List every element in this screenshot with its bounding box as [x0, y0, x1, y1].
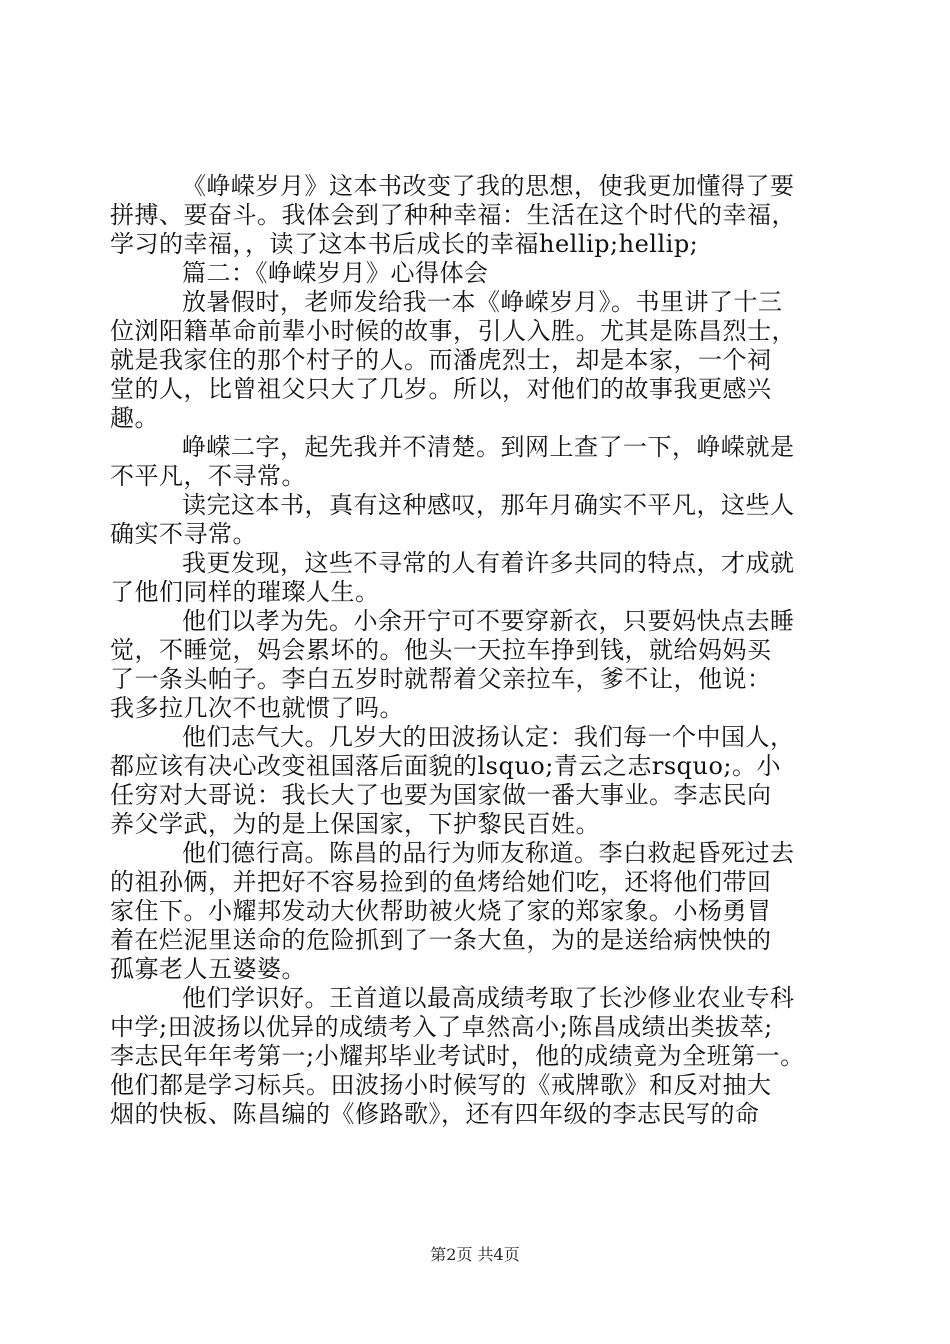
paragraph-line: 我多拉几次不也就惯了吗。 [110, 694, 404, 722]
paragraph-line: 趣。 [110, 404, 159, 432]
paragraph-first-line: 他们学识好。王首道以最高成绩考取了长沙修业农业专科 [182, 984, 795, 1012]
paragraph-first-line: 我更发现，这些不寻常的人有着许多共同的特点，才成就 [182, 549, 795, 577]
paragraph-first-line: 篇二：《峥嵘岁月》心得体会 [182, 259, 489, 287]
paragraph-line: 孤寡老人五婆婆。 [110, 955, 306, 983]
paragraph-first-line: 他们以孝为先。小余开宁可不要穿新衣，只要妈快点去睡 [182, 607, 795, 635]
paragraph-line: 拼搏、要奋斗。我体会到了种种幸福：生活在这个时代的幸福， [110, 201, 796, 229]
paragraph-line: 中学;田波扬以优异的成绩考入了卓然高小;陈昌成绩出类拔萃; [110, 1013, 773, 1041]
document-body [110, 172, 840, 1129]
paragraph-first-line: 《峥嵘岁月》这本书改变了我的思想，使我更加懂得了要 [182, 172, 795, 200]
paragraph-first-line: 放暑假时，老师发给我一本《峥嵘岁月》。书里讲了十三 [182, 288, 783, 316]
paragraph-line: 他们都是学习标兵。田波扬小时候写的《戒牌歌》和反对抽大 [110, 1071, 772, 1099]
paragraph-line: 不平凡，不寻常。 [110, 462, 306, 490]
paragraph-line: 觉，不睡觉，妈会累坏的。他头一天拉车挣到钱，就给妈妈买 [110, 636, 772, 664]
page-footer: 第2页 共4页 [430, 1245, 520, 1264]
paragraph-line: 任穷对大哥说：我长大了也要为国家做一番大事业。李志民向 [110, 781, 772, 809]
paragraph-line: 堂的人，比曾祖父只大了几岁。所以，对他们的故事我更感兴 [110, 375, 772, 403]
paragraph-line: 位浏阳籍革命前辈小时候的故事，引人入胜。尤其是陈昌烈士， [110, 317, 796, 345]
paragraph-line: 烟的快板、陈昌编的《修路歌》，还有四年级的李志民写的命 [110, 1100, 760, 1128]
paragraph-line: 确实不寻常。 [110, 520, 257, 548]
paragraph-first-line: 他们志气大。几岁大的田波扬认定：我们每一个中国人， [182, 723, 795, 751]
paragraph-line: 了他们同样的璀璨人生。 [110, 578, 380, 606]
paragraph-first-line: 读完这本书，真有这种感叹，那年月确实不平凡，这些人 [182, 491, 795, 519]
paragraph-line: 的祖孙俩，并把好不容易捡到的鱼烤给她们吃，还将他们带回 [110, 868, 772, 896]
paragraph-line: 就是我家住的那个村子的人。而潘虎烈士，却是本家，一个祠 [110, 346, 772, 374]
paragraph-line: 家住下。小耀邦发动大伙帮助被火烧了家的郑家象。小杨勇冒 [110, 897, 772, 925]
paragraph-first-line: 他们德行高。陈昌的品行为师友称道。李白救起昏死过去 [182, 839, 795, 867]
paragraph-line: 学习的幸福，，读了这本书后成长的幸福hellip;hellip; [110, 230, 699, 258]
paragraph-line: 都应该有决心改变祖国落后面貌的lsquo;青云之志rsquo;。小 [110, 752, 781, 780]
paragraph-line: 李志民年年考第一;小耀邦毕业考试时，他的成绩竟为全班第一。 [110, 1042, 805, 1070]
paragraph-line: 着在烂泥里送命的危险抓到了一条大鱼，为的是送给病怏怏的 [110, 926, 772, 954]
paragraph-line: 养父学武，为的是上保国家，下护黎民百姓。 [110, 810, 600, 838]
paragraph-line: 了一条头帕子。李白五岁时就帮着父亲拉车，爹不让，他说： [110, 665, 772, 693]
paragraph-first-line: 峥嵘二字，起先我并不清楚。到网上查了一下，峥嵘就是 [182, 433, 795, 461]
